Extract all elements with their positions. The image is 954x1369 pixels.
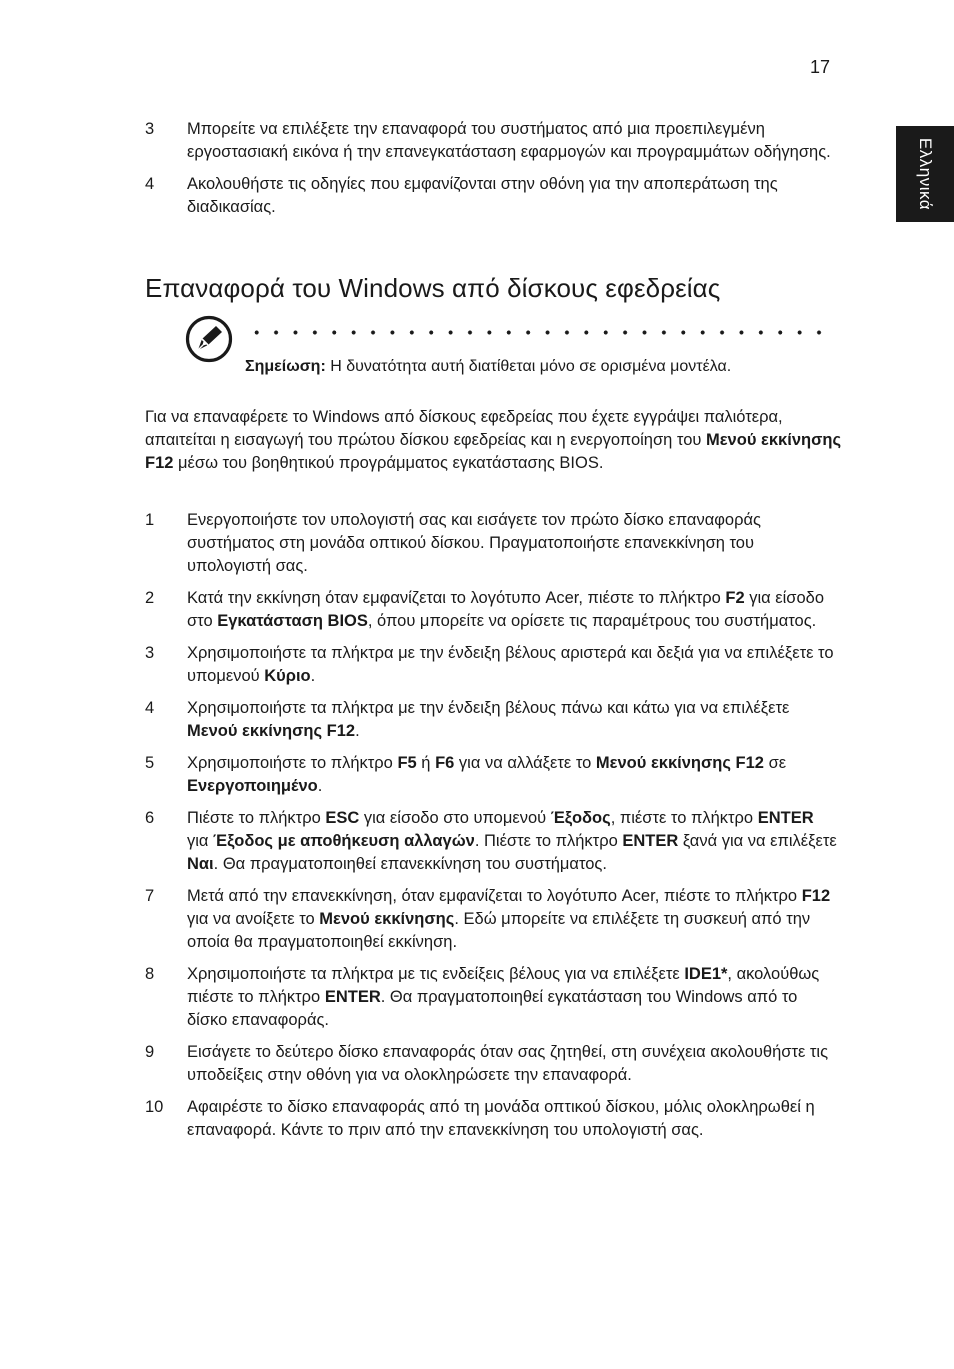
step-text-bold: Μενού εκκίνησης F12: [187, 722, 356, 740]
step-text-part: για είσοδο στο υπομενού: [359, 809, 551, 827]
step-text-part: ή: [416, 754, 436, 772]
list-item: [0, 807, 954, 876]
intro-text-a: Για να επαναφέρετε το Windows από δίσκους εφεδρείας που έχετε εγγράψει παλιότερα, απαιτείται η εισαγωγή του πρώτου δίσκου εφεδρείας και η ενεργοποίηση του: [145, 408, 783, 449]
step-text-part: . Εδώ μπορείτε να επιλέξετε τη συσκευή από την οποία θα πραγματοποιηθεί εκκίνηση.: [187, 910, 811, 951]
step-text-part: ξανά για να επιλέξετε: [678, 832, 837, 850]
note-text: Η δυνατότητα αυτή διατίθεται μόνο σε ορισμένα μοντέλα.: [325, 358, 732, 375]
step-text: [187, 697, 837, 743]
intro-text-c: μέσω του βοηθητικού προγράμματος εγκατάστασης BIOS.: [173, 454, 604, 472]
step-text-bold: ESC: [325, 809, 360, 827]
step-text-bold: Μενού εκκίνησης F12: [595, 754, 764, 772]
step-text: Ακολουθήστε τις οδηγίες που εμφανίζονται στην οθόνη για την αποπεράτωση της διαδικασίας.: [187, 175, 778, 216]
step-text: [187, 587, 837, 633]
step-text-part: , πιέστε το πλήκτρο: [610, 809, 758, 827]
step-text-bold: Εγκατάσταση BIOS: [217, 612, 368, 630]
step-text-part: σε: [763, 754, 787, 772]
step-text-part: Χρησιμοποιήστε το πλήκτρο: [187, 754, 398, 772]
step-text: [187, 752, 837, 798]
step-number: 10: [145, 1098, 164, 1116]
step-text-bold: ENTER: [622, 832, 679, 850]
step-text-part: . Θα πραγματοποιηθεί επανεκκίνηση του συστήματος.: [213, 855, 607, 873]
step-text-part: Αφαιρέστε το δίσκο επαναφοράς από τη μονάδα οπτικού δίσκου, μόλις ολοκληρωθεί η επαναφορά. Κάντε το πριν από την επανεκκίνηση του υπολογιστή σας.: [187, 1098, 815, 1139]
step-text: Μπορείτε να επιλέξετε την επαναφορά του συστήματος από μια προεπιλεγμένη εργοστασιακή εικόνα ή την επανεγκατάσταση εφαρμογών και προγραμμάτων οδήγησης.: [187, 120, 831, 161]
intro-paragraph: [145, 406, 845, 475]
section-heading: Επαναφορά του Windows από δίσκους εφεδρείας: [145, 273, 721, 303]
step-text-bold: Έξοδος: [550, 809, 611, 827]
step-number: 8: [145, 965, 155, 983]
note: [245, 356, 731, 378]
step-text-part: Χρησιμοποιήστε τα πλήκτρα με την ένδειξη βέλους πάνω και κάτω για να επιλέξετε: [187, 699, 790, 717]
step-number: 9: [145, 1043, 155, 1061]
intro-text-b: Μενού εκκίνησης F12: [145, 431, 842, 472]
step-text-part: .: [355, 722, 360, 740]
step-text-part: για να αλλάξετε το: [454, 754, 596, 772]
step-text-part: Χρησιμοποιήστε τα πλήκτρα με τις ενδείξεις βέλους για να επιλέξετε: [187, 965, 685, 983]
step-number: 5: [145, 754, 155, 772]
step-text-part: . Θα πραγματοποιηθεί εγκατάσταση του Windows από το δίσκο επαναφοράς.: [187, 988, 798, 1029]
step-text-bold: F5: [397, 754, 417, 772]
list-item: [0, 587, 954, 633]
step-text: [187, 642, 837, 688]
step-text-part: Πιέστε το πλήκτρο: [187, 809, 326, 827]
step-text-bold: ENTER: [324, 988, 381, 1006]
step-text-part: Κατά την εκκίνηση όταν εμφανίζεται το λογότυπο Acer, πιέστε το πλήκτρο: [187, 589, 726, 607]
list-item: [0, 118, 954, 164]
list-item: [0, 642, 954, 688]
step-text-bold: F12: [801, 887, 831, 905]
list-item: [0, 963, 954, 1032]
step-text-bold: IDE1*: [684, 965, 728, 983]
note-label: Σημείωση:: [245, 358, 326, 375]
step-number: 2: [145, 589, 155, 607]
step-number: 1: [145, 511, 155, 529]
step-text-bold: Ναι: [187, 855, 214, 873]
step-text: [187, 509, 837, 578]
step-number: 7: [145, 887, 155, 905]
step-text-part: Χρησιμοποιήστε τα πλήκτρα με την ένδειξη βέλους αριστερά και δεξιά για να επιλέξετε το υπομενού: [187, 644, 834, 685]
list-item: [0, 885, 954, 954]
step-text-bold: Έξοδος με αποθήκευση αλλαγών: [213, 832, 475, 850]
step-text-part: . Πιέστε το πλήκτρο: [474, 832, 623, 850]
step-text-part: , όπου μπορείτε να ορίσετε τις παραμέτρους του συστήματος.: [367, 612, 817, 630]
step-text-bold: F6: [435, 754, 455, 772]
step-text-part: για να ανοίξετε το: [187, 910, 320, 928]
step-text-part: Ενεργοποιήστε τον υπολογιστή σας και εισάγετε τον πρώτο δίσκο επαναφοράς συστήματος στη μονάδα οπτικού δίσκου. Πραγματοποιήστε επανεκκίνηση του υπολογιστή σας.: [187, 511, 761, 575]
list-item: [0, 1096, 954, 1142]
steps-list: [0, 509, 954, 1142]
step-text: [187, 807, 837, 876]
step-number: 3: [145, 120, 155, 138]
step-text-bold: Κύριο: [264, 667, 311, 685]
step-text: [187, 963, 837, 1032]
step-text-part: Μετά από την επανεκκίνηση, όταν εμφανίζεται το λογότυπο Acer, πιέστε το πλήκτρο: [187, 887, 802, 905]
list-item: [0, 752, 954, 798]
step-text-part: για: [187, 832, 214, 850]
note-divider: [247, 330, 830, 335]
step-text: [187, 1041, 837, 1087]
top-steps-list: [0, 118, 954, 219]
step-number: 4: [145, 699, 155, 717]
step-text-part: .: [310, 667, 316, 685]
step-text-part: για είσοδο στο: [187, 589, 825, 630]
step-text-part: , ακολούθως πιέστε το πλήκτρο: [187, 965, 820, 1006]
step-text-bold: Ενεργοποιημένο: [187, 777, 318, 795]
step-number: 6: [145, 809, 155, 827]
step-number: 4: [145, 175, 155, 193]
step-text-bold: F2: [725, 589, 745, 607]
step-text-bold: ENTER: [757, 809, 814, 827]
list-item: [0, 173, 954, 219]
step-text: [187, 1096, 837, 1142]
step-text-bold: Μενού εκκίνησης: [319, 910, 455, 928]
list-item: [0, 1041, 954, 1087]
page-number: 17: [809, 57, 830, 77]
step-number: 3: [145, 644, 155, 662]
language-tab-label: Ελληνικά: [916, 137, 935, 211]
step-text: [187, 885, 837, 954]
pen-note-icon: [185, 315, 233, 363]
step-text-part: .: [317, 777, 323, 795]
list-item: [0, 697, 954, 743]
list-item: [0, 509, 954, 578]
step-text-part: Εισάγετε το δεύτερο δίσκο επαναφοράς όταν σας ζητηθεί, στη συνέχεια ακολουθήστε τις υποδείξεις στην οθόνη για να ολοκληρώσετε την επαναφορά.: [187, 1043, 829, 1084]
